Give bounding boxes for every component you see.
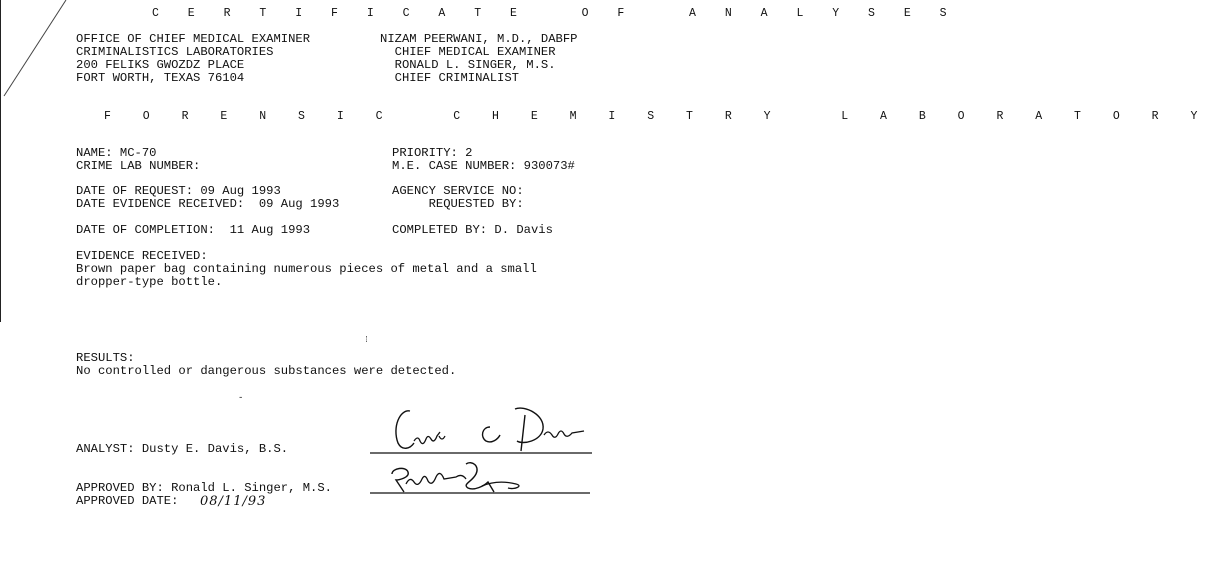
scan-diagonal-stroke <box>0 0 70 100</box>
scan-speck: ⁞ <box>364 336 369 345</box>
office-line-4: FORT WORTH, TEXAS 76104 <box>76 71 245 85</box>
office-line-1: OFFICE OF CHIEF MEDICAL EXAMINER <box>76 32 311 46</box>
me-case-number: M.E. CASE NUMBER: 930073# <box>392 159 575 173</box>
agency-service-no: AGENCY SERVICE NO: <box>392 184 524 198</box>
lab-title: F O R E N S I C C H E M I S T R Y L A B O R A T O R Y <box>104 110 1210 123</box>
results-text: No controlled or dangerous substances were detected. <box>76 364 457 378</box>
staff-line-2: CHIEF MEDICAL EXAMINER <box>380 45 556 59</box>
case-name: NAME: MC-70 <box>76 146 157 160</box>
analyst-line: ANALYST: Dusty E. Davis, B.S. <box>76 442 289 456</box>
evidence-line-2: dropper-type bottle. <box>76 275 223 289</box>
date-of-request: DATE OF REQUEST: 09 Aug 1993 <box>76 184 281 198</box>
office-line-2: CRIMINALISTICS LABORATORIES <box>76 45 274 59</box>
date-of-completion: DATE OF COMPLETION: 11 Aug 1993 <box>76 223 311 237</box>
date-evidence-received: DATE EVIDENCE RECEIVED: 09 Aug 1993 <box>76 197 340 211</box>
approved-date-label: APPROVED DATE: <box>76 494 179 508</box>
staff-line-3: RONALD L. SINGER, M.S. <box>380 58 556 72</box>
results-heading: RESULTS: <box>76 351 135 365</box>
approver-signature <box>370 458 600 508</box>
crime-lab-number: CRIME LAB NUMBER: <box>76 159 201 173</box>
staff-line-1: NIZAM PEERWANI, M.D., DABFP <box>380 32 578 46</box>
approved-by-line: APPROVED BY: Ronald L. Singer, M.S. <box>76 481 332 495</box>
evidence-line-1: Brown paper bag containing numerous pieces of metal and a small <box>76 262 537 276</box>
completed-by: COMPLETED BY: D. Davis <box>392 223 553 237</box>
scan-dash: - <box>238 393 244 403</box>
approved-date-handwritten: 08/11/93 <box>200 494 267 509</box>
certificate-title: C E R T I F I C A T E O F A N A L Y S E S <box>152 7 958 20</box>
evidence-heading: EVIDENCE RECEIVED: <box>76 249 208 263</box>
office-line-3: 200 FELIKS GWOZDZ PLACE <box>76 58 245 72</box>
priority: PRIORITY: 2 <box>392 146 473 160</box>
staff-line-4: CHIEF CRIMINALIST <box>380 71 519 85</box>
analyst-signature <box>370 405 600 465</box>
requested-by: REQUESTED BY: <box>392 197 524 211</box>
